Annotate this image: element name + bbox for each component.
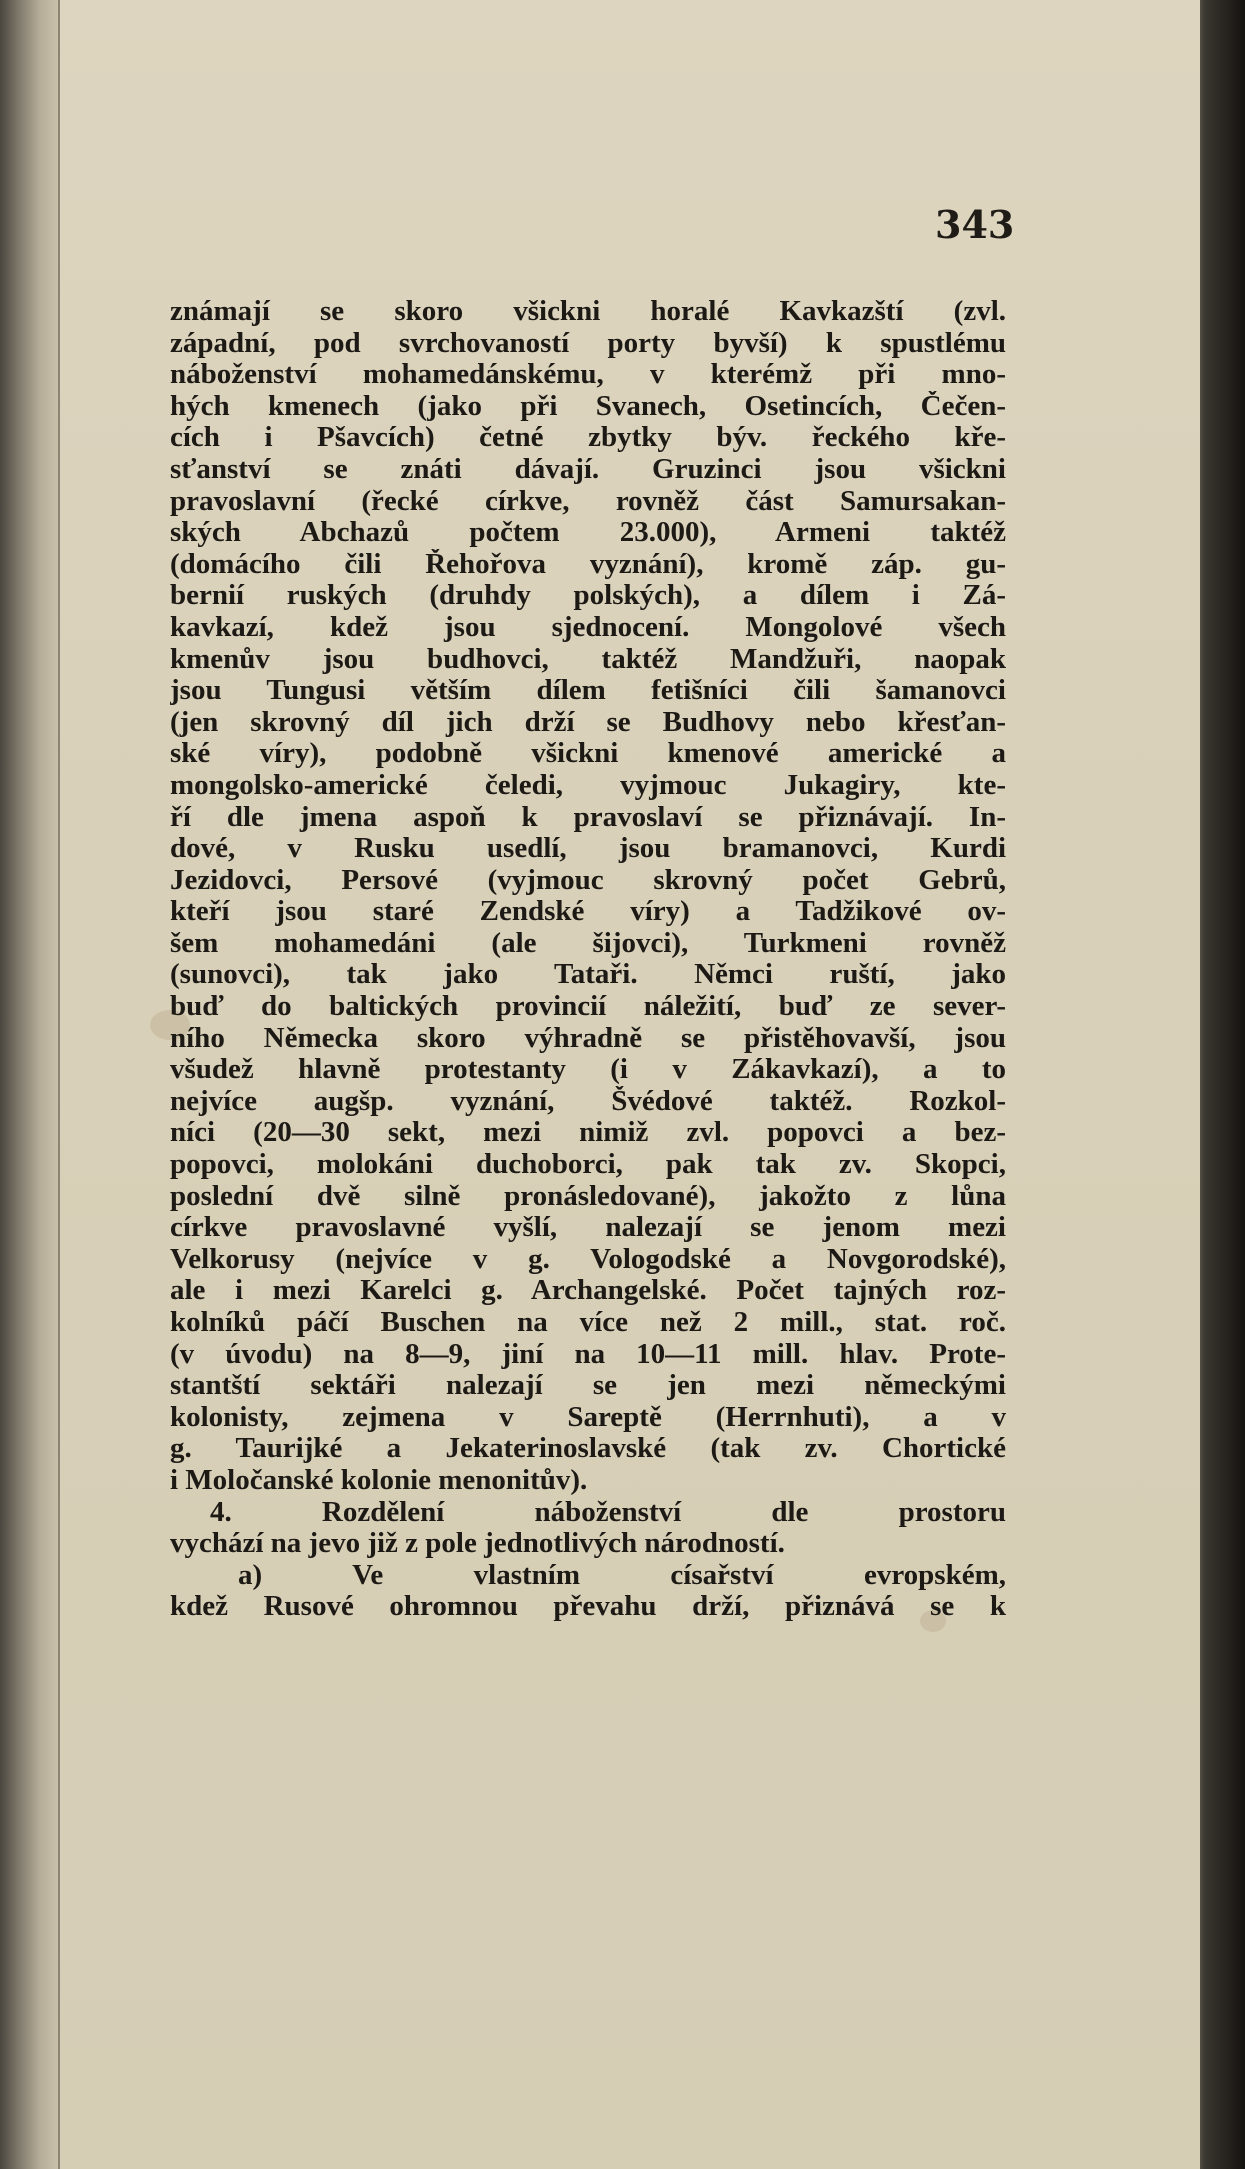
text-line: níci (20—30 sekt, mezi nimiž zvl. popovci a bez- xyxy=(170,1117,1006,1149)
page-number: 343 xyxy=(935,202,1015,247)
text-line: církve pravoslavné vyšlí, nalezají se jenom mezi xyxy=(170,1212,1006,1244)
text-line: kolníků páčí Buschen na více než 2 mill., stat. roč. xyxy=(170,1307,1006,1338)
text-line: ního Německa skoro výhradně se přistěhovavší, jsou xyxy=(170,1022,1006,1054)
text-line: dové, v Rusku usedlí, jsou bramanovci, Kurdi xyxy=(170,833,1006,865)
text-line: pravoslavní (řecké církve, rovněž část Samursakan- xyxy=(170,485,1006,517)
text-line: i Moločanské kolonie menonitův). xyxy=(170,1464,588,1496)
text-line: západní, pod svrchovaností porty byvší) k spustlému xyxy=(170,327,1006,359)
text-line: kdež Rusové ohromnou převahu drží, přiznává se k xyxy=(170,1591,1006,1623)
section-heading-line: 4. Rozdělení náboženství dle prostoru xyxy=(210,1496,1006,1528)
text-line: hých kmenech (jako při Svanech, Osetincích, Čečen- xyxy=(170,390,1006,422)
text-line: mongolsko-americké čeledi, vyjmouc Jukagiry, kte- xyxy=(170,769,1006,801)
text-line: ské víry), podobně všickni kmenové americké a xyxy=(170,738,1006,770)
text-line: bernií ruských (druhdy polských), a dílem i Zá- xyxy=(170,580,1006,612)
body-text xyxy=(170,296,1006,1623)
text-line: nejvíce augšp. vyznání, Švédové taktéž. Rozkol- xyxy=(170,1085,1006,1117)
text-line: cích i Pšavcích) četné zbytky býv. řeckého kře- xyxy=(170,422,1006,454)
text-line: (sunovci), tak jako Tataři. Němci ruští, jako xyxy=(170,959,1006,991)
text-line: jsou Tungusi větším dílem fetišníci čili šamanovci xyxy=(170,675,1006,707)
text-line: ří dle jmena aspoň k pravoslaví se přiznávají. In- xyxy=(170,801,1006,833)
text-line: všudež hlavně protestanty (i v Zákavkazí), a to xyxy=(170,1054,1006,1086)
text-line: (v úvodu) na 8—9, jiní na 10—11 mill. hlav. Prote- xyxy=(170,1338,1006,1370)
text-line: g. Taurijké a Jekaterinoslavské (tak zv. Chortické xyxy=(170,1433,1006,1465)
text-line: vychází na jevo již z pole jednotlivých národností. xyxy=(170,1528,785,1560)
text-line: (domácího čili Řehořova vyznání), kromě záp. gu- xyxy=(170,548,1006,580)
text-line: (jen skrovný díl jich drží se Budhovy nebo křesťan- xyxy=(170,706,1006,738)
text-line: kavkazí, kdež jsou sjednocení. Mongolové všech xyxy=(170,611,1006,643)
subsection-heading-line: a) Ve vlastním císařství evropském, xyxy=(238,1559,1006,1591)
text-line: sťanství se znáti dávají. Gruzinci jsou všickni xyxy=(170,453,1006,485)
text-line: Velkorusy (nejvíce v g. Vologodské a Novgorodské), xyxy=(170,1243,1006,1275)
text-line: známají se skoro všickni horalé Kavkazští (zvl. xyxy=(170,296,1006,327)
text-line: popovci, molokáni duchoborci, pak tak zv. Skopci, xyxy=(170,1149,1006,1181)
text-line: kteří jsou staré Zendské víry) a Tadžikové ov- xyxy=(170,896,1006,928)
text-line: šem mohamedáni (ale šijovci), Turkmeni rovněž xyxy=(170,927,1006,959)
text-line: kolonisty, zejmena v Sareptě (Herrnhuti), a v xyxy=(170,1401,1006,1433)
text-line: poslední dvě silně pronásledované), jakožto z lůna xyxy=(170,1180,1006,1212)
text-line: kmenův jsou budhovci, taktéž Mandžuři, naopak xyxy=(170,643,1006,675)
text-line: Jezidovci, Persové (vyjmouc skrovný počet Gebrů, xyxy=(170,864,1006,896)
text-line: ale i mezi Karelci g. Archangelské. Počet tajných roz- xyxy=(170,1275,1006,1307)
text-line: buď do baltických provincií náležití, buď ze sever- xyxy=(170,991,1006,1023)
text-line: náboženství mohamedánskému, v kterémž při mno- xyxy=(170,359,1006,391)
text-line: stantští sektáři nalezají se jen mezi německými xyxy=(170,1370,1006,1402)
text-line: ských Abchazů počtem 23.000), Armeni taktéž xyxy=(170,517,1006,549)
